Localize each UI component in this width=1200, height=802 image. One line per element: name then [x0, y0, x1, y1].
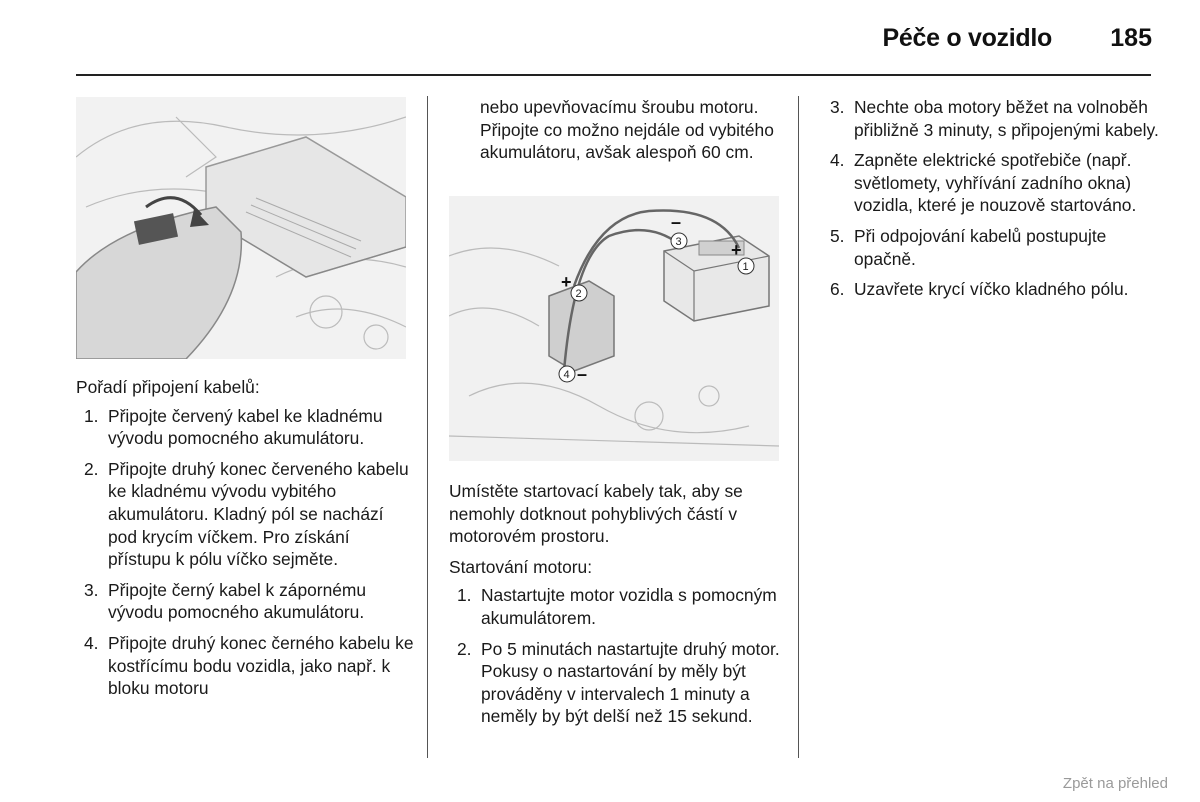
list-item: 1. Připojte červený kabel ke kladnému vývodu pomocného akumulátoru. [84, 405, 383, 449]
list-item: 4. Připojte druhý konec černého kabelu ke kostřícímu bodu vozidla, jako např. k bloku motoru [84, 632, 414, 699]
list-item: 3. Připojte černý kabel k zápornému vývodu pomocného akumulátoru. [84, 579, 367, 623]
list-item: 4. Zapněte elektrické spotřebiče (např. světlomety, vyhřívání zadního okna) vozidla, které je nouzově startováno. [830, 150, 1137, 216]
continued-steps-list [830, 96, 1160, 301]
figure-label-4: 4 [563, 369, 570, 381]
cable-placement-paragraph: Umístěte startovací kabely tak, aby se nemohly dotknout pohyblivých částí v motorovém prostoru. [449, 481, 743, 547]
plus-sign: + [561, 272, 572, 292]
header-rule [76, 74, 1151, 76]
list-item: 1. Nastartujte motor vozidla s pomocným akumulátorem. [457, 585, 777, 628]
back-to-overview-link[interactable]: Zpět na přehled [1062, 775, 1168, 792]
figure-label-3: 3 [675, 236, 682, 248]
starting-steps-list [449, 584, 784, 728]
starting-engine-heading: Startování motoru: [449, 556, 593, 577]
figure-label-2: 2 [575, 288, 582, 300]
connection-steps-list [76, 405, 416, 700]
list-item: 2. Po 5 minutách nastartujte druhý motor. Pokusy o nastartování by měly být prováděny v intervalech 1 minuty a neměly by být delší než 15 sekund. [457, 638, 780, 727]
figure-label-1: 1 [742, 261, 749, 273]
plus-sign: + [731, 240, 742, 260]
page-number: 185 [1110, 24, 1152, 52]
column-divider-2 [798, 96, 799, 758]
step4-continuation: nebo upevňovacímu šroubu motoru. Připojte co možno nejdále od vybitého akumulátoru, avšak alespoň 60 cm. [480, 97, 774, 163]
connection-order-intro: Pořadí připojení kabelů: [76, 377, 260, 397]
list-item: 2. Připojte druhý konec červeného kabelu ke kladnému vývodu vybitého akumulátoru. Kladný pól se nachází pod krycím víčkem. Pro získání přístupu k pólu víčko sejměte. [84, 458, 409, 570]
list-item: 3. Nechte oba motory běžet na volnoběh přibližně 3 minuty, s připojenými kabely. [830, 97, 1159, 140]
battery-cover-illustration [76, 97, 406, 359]
minus-sign: – [577, 364, 588, 384]
page-title: Péče o vozidlo [882, 24, 1052, 52]
jump-start-illustration [449, 196, 779, 461]
minus-sign: – [671, 212, 682, 232]
column-divider-1 [427, 96, 428, 758]
list-item: 5. Při odpojování kabelů postupujte opačně. [830, 225, 1107, 269]
list-item: 6. Uzavřete krycí víčko kladného pólu. [830, 279, 1129, 300]
